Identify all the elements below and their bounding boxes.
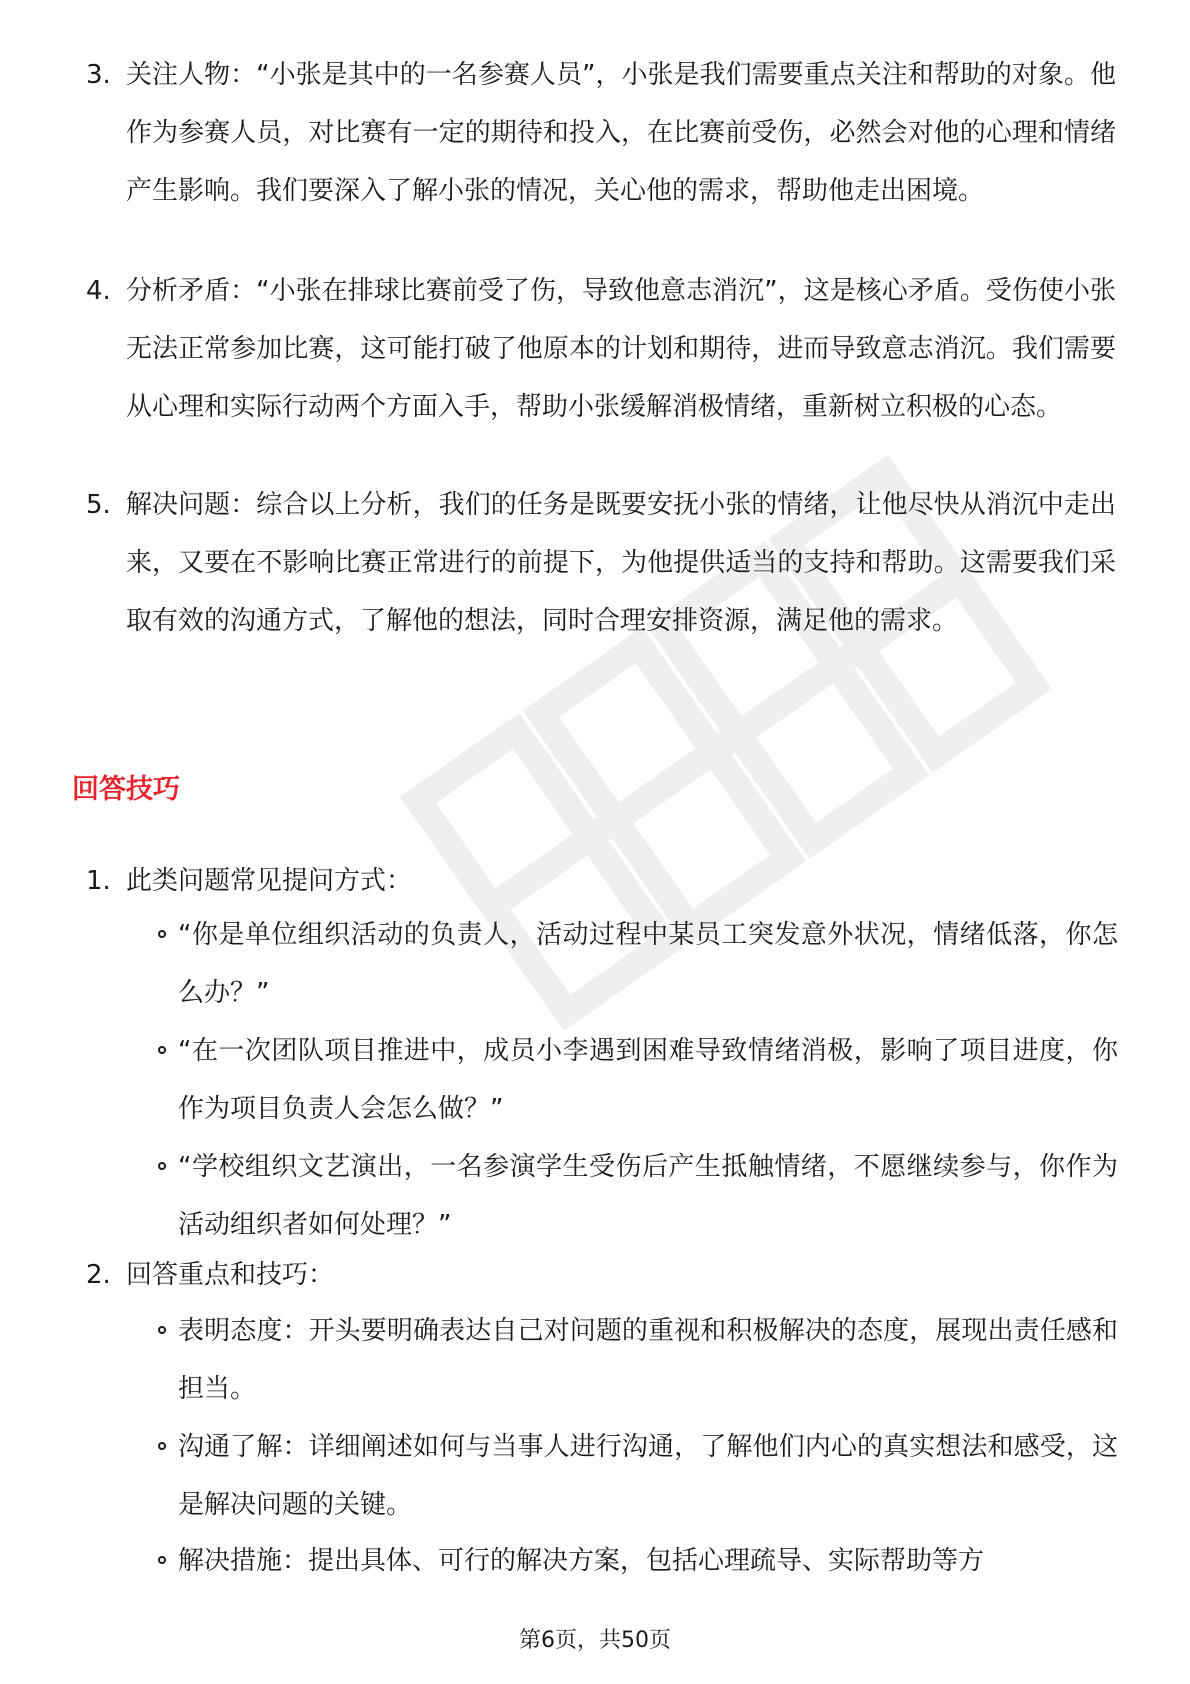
tip-item-2 xyxy=(86,1246,1116,1304)
bullet-text: “学校组织文艺演出，一名参演学生受伤后产生抵触情绪，不愿继续参与，你作为活动组织者如何处理？” xyxy=(178,1152,1118,1240)
bullet-item xyxy=(158,1138,1118,1254)
list-item-3 xyxy=(86,46,1116,220)
list-item-text: 解决问题：综合以上分析，我们的任务是既要安抚小张的情绪，让他尽快从消沉中走出来，又要在不影响比赛正常进行的前提下，为他提供适当的支持和帮助。这需要我们采取有效的沟通方式，了解他的想法，同时合理安排资源，满足他的需求。 xyxy=(126,490,1116,636)
bullet-icon xyxy=(158,930,166,938)
bullet-icon xyxy=(158,1162,166,1170)
list-item-text: 此类问题常见提问方式： xyxy=(126,866,413,896)
list-item-5 xyxy=(86,476,1116,650)
bullet-icon xyxy=(158,1556,166,1564)
bullet-icon xyxy=(158,1442,166,1450)
list-number: 2. xyxy=(86,1260,111,1290)
list-number: 1. xyxy=(86,866,111,896)
tip-item-1 xyxy=(86,852,1116,910)
list-item-text: 分析矛盾：“小张在排球比赛前受了伤，导致他意志消沉”，这是核心矛盾。受伤使小张无法正常参加比赛，这可能打破了他原本的计划和期待，进而导致意志消沉。我们需要从心理和实际行动两个方面入手，帮助小张缓解消极情绪，重新树立积极的心态。 xyxy=(126,276,1116,422)
page-number-footer: 第6页，共50页 xyxy=(519,1628,671,1653)
section-heading: 回答技巧 xyxy=(72,774,180,805)
bullet-icon xyxy=(158,1326,166,1334)
bullet-text: “在一次团队项目推进中，成员小李遇到困难导致情绪消极，影响了项目进度，你作为项目负责人会怎么做？” xyxy=(178,1036,1118,1124)
bullet-text: 表明态度：开头要明确表达自己对问题的重视和积极解决的态度，展现出责任感和担当。 xyxy=(178,1316,1118,1404)
bullet-text: 解决措施：提出具体、可行的解决方案，包括心理疏导、实际帮助等方 xyxy=(178,1546,985,1576)
list-number: 3. xyxy=(86,60,111,90)
list-item-text: 回答重点和技巧： xyxy=(126,1260,335,1290)
bullet-item xyxy=(158,906,1118,1022)
list-item-4 xyxy=(86,262,1116,436)
bullet-text: 沟通了解：详细阐述如何与当事人进行沟通，了解他们内心的真实想法和感受，这是解决问题的关键。 xyxy=(178,1432,1118,1520)
bullet-text: “你是单位组织活动的负责人，活动过程中某员工突发意外状况，情绪低落，你怎么办？” xyxy=(178,920,1118,1008)
bullet-item xyxy=(158,1022,1118,1138)
bullet-item xyxy=(158,1302,1118,1418)
list-item-text: 关注人物：“小张是其中的一名参赛人员”，小张是我们需要重点关注和帮助的对象。他作为参赛人员，对比赛有一定的期待和投入，在比赛前受伤，必然会对他的心理和情绪产生影响。我们要深入了解小张的情况，关心他的需求，帮助他走出困境。 xyxy=(126,60,1116,206)
list-number: 5. xyxy=(86,490,111,520)
bullet-icon xyxy=(158,1046,166,1054)
bullet-item xyxy=(158,1418,1118,1534)
bullet-item xyxy=(158,1532,1118,1590)
list-number: 4. xyxy=(86,276,111,306)
